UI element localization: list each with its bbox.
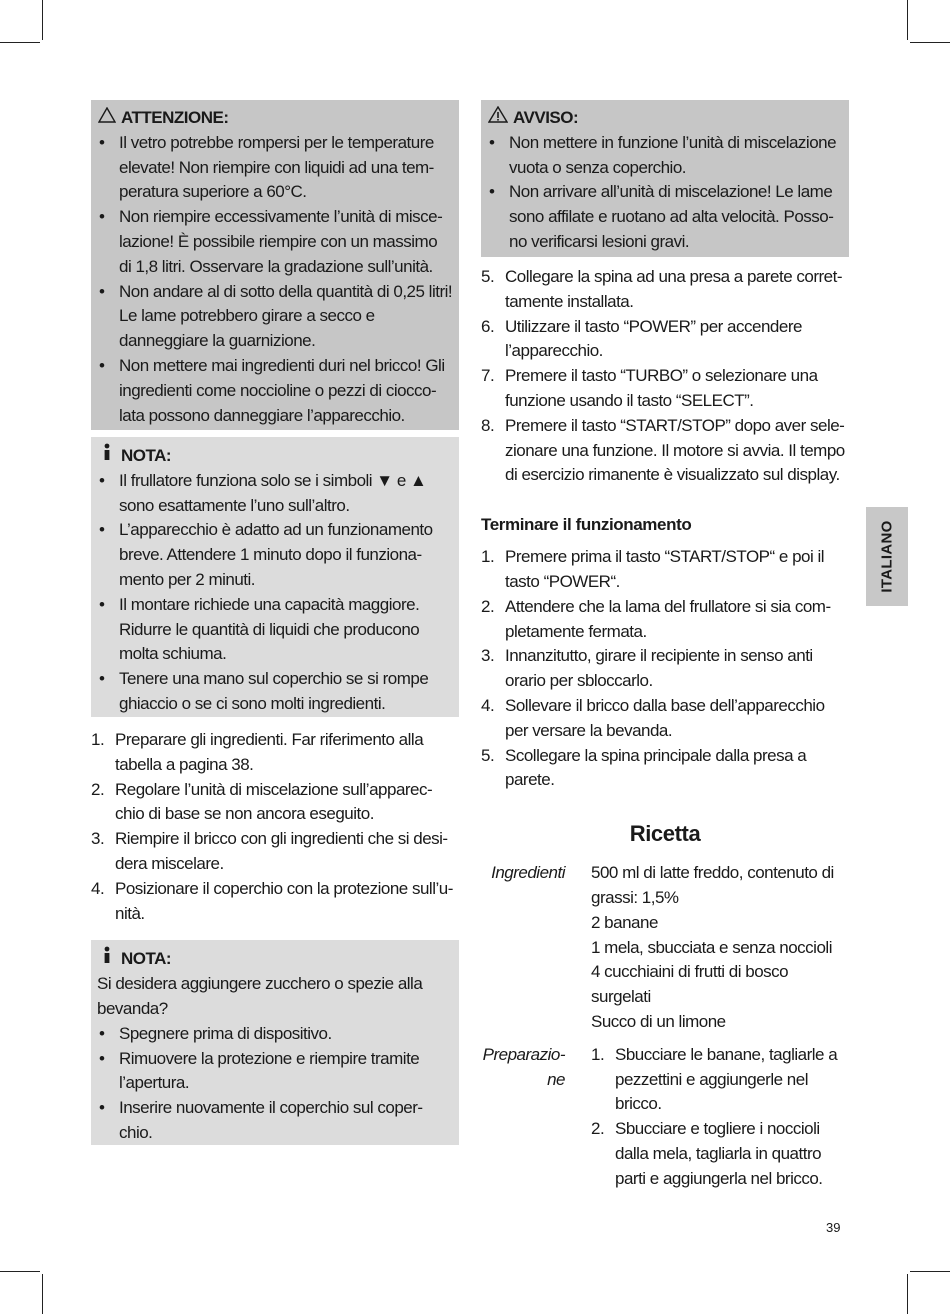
- step-text: Premere prima il tasto “START/STOP“ e poi il tasto “POWER“.: [505, 547, 825, 591]
- list-item: [481, 414, 849, 488]
- step-number: 2.: [591, 1119, 605, 1139]
- step-number: 5.: [481, 267, 495, 286]
- list-item: • Il vetro potrebbe rompersi per le temperature elevate! Non riempire con liquidi ad una tem-peratura superiore a 60°C.: [97, 131, 453, 205]
- step-text: Sbucciare le banane, tagliarle a pezzettini e aggiungerle nel bricco.: [615, 1044, 838, 1114]
- list-item: 4 cucchiaini di frutti di bosco surgelati: [591, 962, 789, 1007]
- list-item: • Non mettere in funzione l’unità di miscelazione vuota o senza coperchio.: [487, 131, 843, 181]
- section-heading: Terminare il funzionamento: [481, 515, 692, 535]
- step-number: 3.: [481, 646, 495, 666]
- crop-mark: [42, 1274, 43, 1314]
- warning-title-text: AVVISO:: [513, 108, 579, 127]
- list-item: [481, 644, 849, 694]
- end-steps-list: [481, 545, 849, 793]
- list-item: • Tenere una mano sul coperchio se si rompe ghiaccio o se ci sono molti ingredienti.: [97, 667, 453, 717]
- crop-mark: [0, 42, 40, 43]
- list-item: • Non arrivare all’unità di miscelazione! Le lame sono affilate e ruotano ad alta velocità. Posso-no verificarsi lesioni gravi.: [487, 180, 843, 254]
- steps-list-left: [91, 728, 459, 926]
- right-column: [481, 100, 849, 1192]
- step-number: 7.: [481, 366, 495, 386]
- preparation-label: Preparazio-ne: [482, 1044, 565, 1089]
- attention-box: [91, 100, 459, 430]
- step-text: Scollegare la spina principale dalla presa a parete.: [505, 745, 807, 790]
- step-number: 1.: [91, 730, 105, 749]
- step-text: Preparare gli ingredienti. Far riferimento alla tabella a pagina 38.: [115, 730, 424, 774]
- left-column: [91, 100, 459, 1145]
- list-item: • Non riempire eccessivamente l’unità di misce-lazione! È possibile riempire con un massimo di 1,8 litri. Osservare la gradazione sull’unità.: [97, 205, 453, 279]
- page-number: 39: [826, 1220, 841, 1235]
- step-text: Premere il tasto “TURBO” o selezionare una funzione usando il tasto “SELECT”.: [505, 366, 818, 410]
- note-intro: Si desidera aggiungere zucchero o spezie alla bevanda?: [97, 974, 423, 1018]
- list-item: [481, 694, 849, 744]
- attention-title: [97, 106, 453, 131]
- list-item: [481, 595, 849, 645]
- language-side-tab: [866, 507, 908, 606]
- step-text: Sollevare il bricco dalla base dell’apparecchio per versare la bevanda.: [505, 695, 825, 740]
- info-icon: [97, 946, 117, 972]
- list-item: 2 banane: [591, 912, 658, 932]
- list-item: [481, 545, 849, 595]
- list-item: • Non andare al di sotto della quantità di 0,25 litri! Le lame potrebbero girare a secco e danneggiare la guarnizione.: [97, 280, 453, 354]
- info-icon: [97, 443, 117, 469]
- warning-title: [487, 106, 843, 131]
- note-box-2: [91, 940, 459, 1145]
- ingredients-label: Ingredienti: [491, 863, 565, 883]
- warning-list: [487, 131, 843, 255]
- note-box-1: [91, 437, 459, 717]
- note-title-text: NOTA:: [121, 445, 172, 465]
- step-number: 1.: [481, 547, 495, 567]
- step-number: 5.: [481, 745, 495, 765]
- list-item: • Il frullatore funziona solo se i simboli ▼ e ▲ sono esattamente l’uno sull’altro.: [97, 469, 453, 519]
- note-title: [97, 946, 453, 972]
- list-item: • L’apparecchio è adatto ad un funzionamento breve. Attendere 1 minuto dopo il funziona-mento per 2 minuti.: [97, 518, 453, 592]
- crop-mark: [42, 0, 43, 40]
- crop-mark: [910, 42, 950, 43]
- recipe-preparation: [481, 1043, 849, 1192]
- list-item: [91, 877, 459, 927]
- step-number: 1.: [591, 1044, 605, 1064]
- list-item: [591, 1043, 849, 1117]
- warning-triangle-icon: [97, 106, 117, 131]
- list-item: [481, 265, 849, 315]
- note-title: [97, 443, 453, 469]
- step-text: Collegare la spina ad una presa a parete corret-tamente installata.: [505, 267, 842, 311]
- list-item: [591, 1117, 849, 1191]
- step-number: 6.: [481, 316, 495, 336]
- step-text: Sbucciare e togliere i noccioli dalla mela, tagliarla in quattro parti e aggiungerla nel bricco.: [615, 1119, 823, 1188]
- list-item: • Non mettere mai ingredienti duri nel bricco! Gli ingredienti come noccioline o pezzi di ciocco-lata possono danneggiare l’apparecchio.: [97, 354, 453, 428]
- list-item: [481, 744, 849, 794]
- step-text: Utilizzare il tasto “POWER” per accendere l’apparecchio.: [505, 316, 802, 361]
- list-item: [91, 827, 459, 877]
- note-list-1: [97, 469, 453, 717]
- preparation-list: [591, 1043, 849, 1192]
- note-title-text: NOTA:: [121, 948, 172, 968]
- step-text: Innanzitutto, girare il recipiente in senso anti orario per sbloccarlo.: [505, 646, 813, 691]
- list-item: • Spegnere prima di dispositivo.: [97, 1022, 453, 1047]
- step-text: Regolare l’unità di miscelazione sull’apparec-chio di base se non ancora eseguito.: [115, 779, 433, 824]
- step-text: Posizionare il coperchio con la protezione sull’u-nità.: [115, 878, 453, 923]
- crop-mark: [907, 1274, 908, 1314]
- note-list-2: [97, 1022, 453, 1146]
- preparation-steps: [591, 1043, 849, 1192]
- list-item: [481, 364, 849, 414]
- recipe-ingredients: [481, 861, 849, 1035]
- recipe-title: Ricetta: [629, 821, 701, 847]
- ingredients-list: [591, 861, 849, 1035]
- step-text: Riempire il bricco con gli ingredienti che si desi-dera miscelare.: [115, 829, 448, 873]
- list-item: 500 ml di latte freddo, contenuto di grassi: 1,5%: [591, 863, 834, 907]
- step-text: Premere il tasto “START/STOP” dopo aver sele-zionare una funzione. Il motore si avvia. Il tempo di esercizio rimanente è visualizzato sul display.: [505, 415, 845, 485]
- list-item: • Rimuovere la protezione e riempire tramite l’apertura.: [97, 1047, 453, 1097]
- list-item: • Inserire nuovamente il coperchio sul coper-chio.: [97, 1096, 453, 1146]
- step-number: 4.: [481, 695, 495, 715]
- step-number: 8.: [481, 415, 495, 435]
- crop-mark: [910, 1271, 950, 1272]
- list-item: [481, 315, 849, 365]
- warning-exclamation-icon: [487, 106, 509, 131]
- list-item: • Il montare richiede una capacità maggiore. Ridurre le quantità di liquidi che producono molta schiuma.: [97, 593, 453, 667]
- steps-list-right: [481, 265, 849, 488]
- step-number: 2.: [91, 779, 105, 799]
- list-item: 1 mela, sbucciata e senza noccioli: [591, 937, 832, 957]
- list-item: Succo di un limone: [591, 1011, 726, 1031]
- step-text: Attendere che la lama del frullatore si sia com-pletamente fermata.: [505, 596, 831, 641]
- crop-mark: [0, 1271, 40, 1272]
- list-item: [91, 728, 459, 778]
- step-number: 2.: [481, 596, 495, 616]
- step-number: 3.: [91, 829, 105, 849]
- attention-list: [97, 131, 453, 429]
- list-item: [91, 778, 459, 828]
- step-number: 4.: [91, 878, 105, 898]
- language-label: ITALIANO: [878, 520, 896, 593]
- crop-mark: [907, 0, 908, 40]
- warning-box: [481, 100, 849, 257]
- attention-title-text: ATTENZIONE:: [121, 108, 229, 127]
